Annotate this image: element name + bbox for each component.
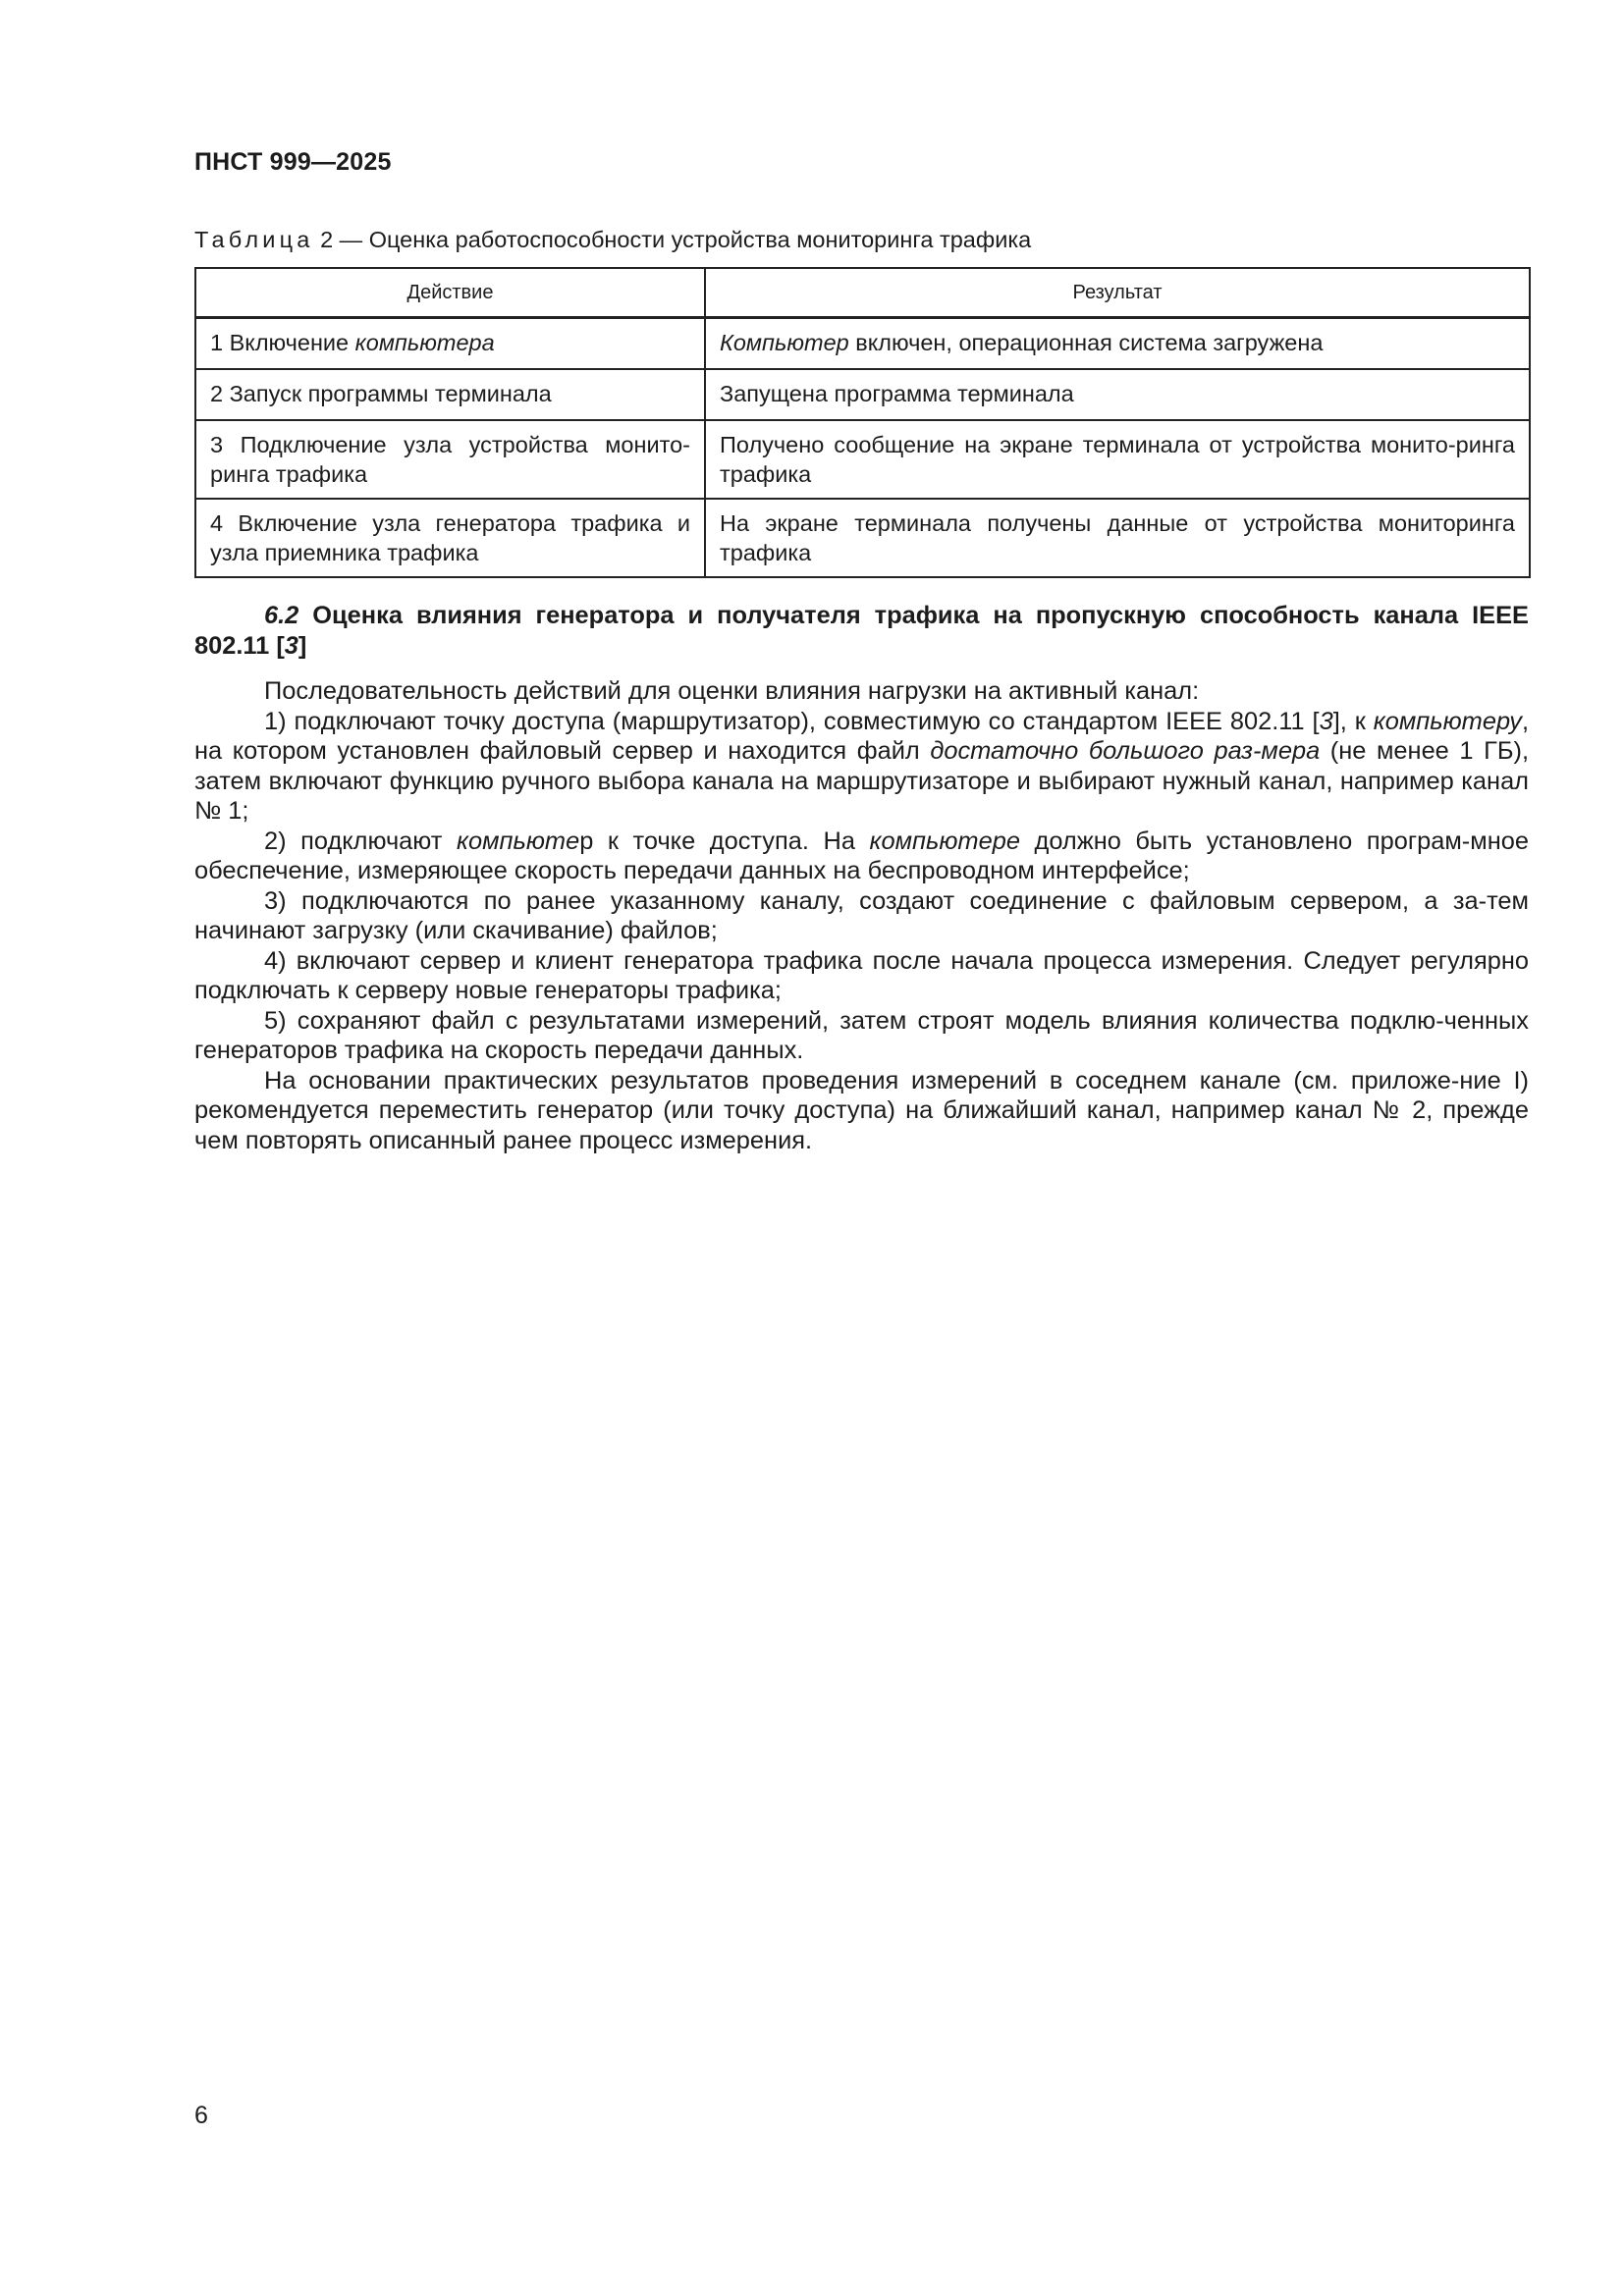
step-5-paragraph: 5) сохраняют файл с результатами измерений, затем строят модель влияния количества подклю-ченных генераторов трафика на скорость передачи данных.: [194, 1006, 1529, 1064]
intro-paragraph: Последовательность действий для оценки влияния нагрузки на активный канал:: [264, 677, 1200, 705]
reference-number: 3: [284, 631, 298, 660]
step-text: (не менее 1 ГБ), затем включают функцию ручного выбора канала на маршрутизаторе и выбирают нужный канал, например канал № 1;: [194, 737, 1530, 825]
result-cell: Получено сообщение на экране терминала от устройства монито-ринга трафика: [705, 420, 1530, 499]
table-header-row: [195, 268, 1530, 318]
action-cell: [195, 318, 705, 370]
result-cell: На экране терминала получены данные от устройства мониторинга трафика: [705, 499, 1530, 577]
column-header-action: Действие: [195, 268, 705, 318]
result-cell: [705, 318, 1530, 370]
step-text: должно быть установлено програм-мное обеспечение, измеряющее скорость передачи данных на беспроводном интерфейсе;: [194, 827, 1529, 884]
table-caption-title: 2 — Оценка работоспособности устройства мониторинга трафика: [313, 227, 1032, 252]
step-emphasis: достаточно большого раз-мера: [930, 737, 1321, 765]
table-caption-label: Таблица: [194, 227, 314, 252]
conclusion-paragraph: На основании практических результатов проведения измерений в соседнем канале (см. приложе-ние I) рекомендуется переместить генератор (или точку доступа) на ближайший канал, например канал № 2, прежде чем повторять описанный ранее процесс измерения.: [194, 1066, 1529, 1154]
table-row: [195, 499, 1530, 577]
table-row: [195, 318, 1530, 370]
evaluation-table: [194, 267, 1531, 578]
page-number: 6: [194, 2102, 208, 2129]
action-text: 1 Включение: [210, 330, 355, 355]
result-text: включен, операционная система загружена: [848, 330, 1324, 355]
step-text: 1) подключают точку доступа (маршрутизатор), совместимую со стандартом IEEE 802.11 [: [264, 707, 1320, 735]
section-heading-text: Оценка влияния генератора и получателя трафика на пропускную способность канала IEEE 802.11 [: [194, 602, 1529, 660]
section-number: 6.2: [264, 602, 299, 629]
step-3-paragraph: 3) подключаются по ранее указанному каналу, создают соединение с файловым сервером, а за-тем начинают загрузку (или скачивание) файлов;: [194, 886, 1529, 944]
table-row: [195, 420, 1530, 499]
step-emphasis: компьюте: [456, 827, 580, 855]
step-text: ], к: [1332, 707, 1374, 735]
step-2-paragraph: [194, 827, 1529, 886]
step-4-paragraph: 4) включают сервер и клиент генератора трафика после начала процесса измерения. Следует регулярно подключать к серверу новые генераторы трафика;: [194, 946, 1529, 1004]
section-heading: [194, 601, 1529, 661]
step-text: р к точке доступа. На: [579, 827, 870, 855]
section-body: [194, 601, 1529, 1155]
column-header-result: Результат: [705, 268, 1530, 318]
step-text: , на котором установлен файловый сервер и находится файл: [194, 707, 1529, 765]
action-cell: 3 Подключение узла устройства монито-ринга трафика: [195, 420, 705, 499]
step-1-paragraph: [194, 707, 1529, 827]
action-cell: 4 Включение узла генератора трафика и узла приемника трафика: [195, 499, 705, 577]
action-cell: 2 Запуск программы терминала: [195, 369, 705, 420]
action-emphasis: компьютера: [354, 330, 495, 355]
result-emphasis: Компьютер: [720, 330, 849, 355]
result-cell: Запущена программа терминала: [705, 369, 1530, 420]
step-emphasis: компьютере: [869, 827, 1020, 855]
reference-bracket: ]: [298, 631, 307, 660]
table-row: [195, 369, 1530, 420]
table-caption: [194, 227, 1031, 253]
step-text: 2) подключают: [264, 827, 457, 855]
step-emphasis: компьютеру: [1373, 707, 1522, 735]
document-code: ПНСТ 999—2025: [194, 148, 392, 176]
reference-number: 3: [1319, 707, 1333, 735]
